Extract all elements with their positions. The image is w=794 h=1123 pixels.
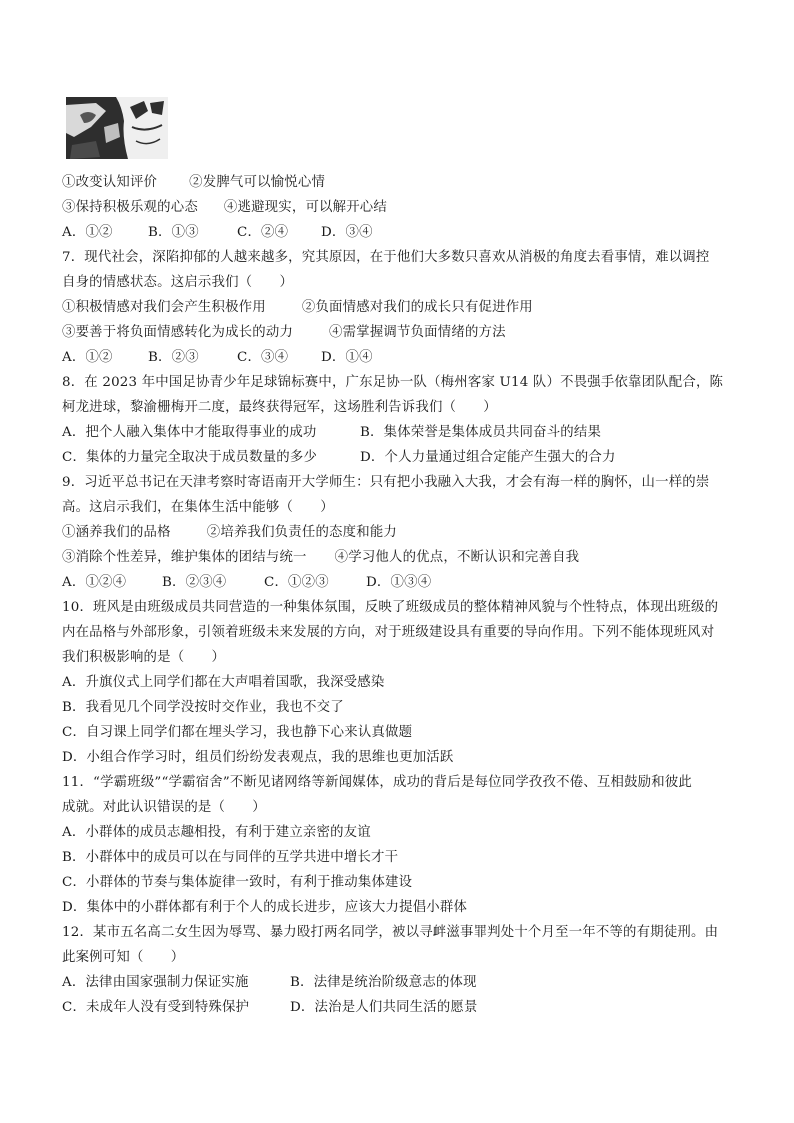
q6-option-1: ①改变认知评价 [62, 175, 158, 190]
q7-options-line-1 [62, 299, 533, 317]
q10-choice-d: D．小组合作学习时，组员们纷纷发表观点，我的思维也更加活跃 [62, 750, 454, 765]
q7-choice-b: B．②③ [148, 350, 199, 365]
q12-stem-line-2: 此案例可知（ ） [62, 950, 185, 965]
q12-choice-c: C．未成年人没有受到特殊保护 [62, 1000, 250, 1015]
q10-stem-line-1: 10．班风是由班级成员共同营造的一种集体氛围，反映了班级成员的整体精神风貌与个性特点，体现出班级的 [62, 600, 719, 615]
q10-choice-b: B．我看见几个同学没按时交作业，我也不交了 [62, 700, 344, 715]
q11-choice-a: A．小群体的成员志趣相投，有利于建立亲密的友谊 [62, 825, 371, 840]
q10-stem-line-2: 内在品格与外部形象，引领着班级未来发展的方向，对于班级建设具有重要的导向作用。下列不能体现班风对 [62, 625, 715, 640]
q9-option-4: ④学习他人的优点，不断认识和完善自我 [334, 550, 580, 565]
cartoon-illustration [66, 97, 168, 159]
q10-stem-line-3: 我们积极影响的是（ ） [62, 650, 226, 665]
q11-choice-d: D．集体中的小群体都有利于个人的成长进步，应该大力提倡小群体 [62, 900, 468, 915]
q10-choice-c: C．自习课上同学们都在埋头学习，我也静下心来认真做题 [62, 725, 413, 740]
q6-choice-c: C．②④ [237, 225, 289, 240]
q11-choice-b: B．小群体中的成员可以在与同伴的互学共进中增长才干 [62, 850, 399, 865]
q7-choice-a: A．①② [62, 350, 113, 365]
q7-option-3: ③要善于将负面情感转化为成长的动力 [62, 325, 294, 340]
q9-stem-line-1: 9．习近平总书记在天津考察时寄语南开大学师生：只有把小我融入大我，才会有海一样的胸怀，山一样的崇 [62, 475, 710, 490]
q6-options-line-2 [62, 199, 387, 217]
q7-option-4: ④需掌握调节负面情绪的方法 [329, 325, 506, 340]
q6-choice-d: D．③④ [321, 225, 373, 240]
q7-option-2: ②负面情感对我们的成长只有促进作用 [301, 300, 533, 315]
q9-choice-b: B．②③④ [162, 575, 227, 590]
q9-options-line-1 [62, 524, 397, 542]
q9-option-1: ①涵养我们的品格 [62, 525, 171, 540]
q8-choice-c: C．集体的力量完全取决于成员数量的多少 [62, 450, 318, 465]
q12-choice-b: B．法律是统治阶级意志的体现 [290, 975, 477, 990]
q11-stem-line-2: 成就。对此认识错误的是（ ） [62, 800, 266, 815]
q6-choice-a: A．①② [62, 225, 113, 240]
q9-choice-d: D．①③④ [366, 575, 432, 590]
q8-choice-b: B．集体荣誉是集体成员共同奋斗的结果 [360, 425, 602, 440]
q8-choice-d: D．个人力量通过组合定能产生强大的合力 [360, 450, 616, 465]
q12-stem-line-1: 12．某市五名高二女生因为辱骂、暴力殴打两名同学，被以寻衅滋事罪判处十个月至一年不等的有期徒刑。由 [62, 925, 719, 940]
q7-options-line-2 [62, 324, 506, 342]
q6-option-4: ④逃避现实，可以解开心结 [223, 200, 387, 215]
q9-choice-a: A．①②④ [62, 575, 127, 590]
q10-choice-a: A．升旗仪式上同学们都在大声唱着国歌，我深受感染 [62, 675, 385, 690]
q8-stem-line-2: 柯龙进球，黎渝栅梅开二度，最终获得冠军，这场胜利告诉我们（ ） [62, 400, 497, 415]
q9-stem-line-2: 高。这启示我们，在集体生活中能够（ ） [62, 500, 334, 515]
q7-option-1: ①积极情感对我们会产生积极作用 [62, 300, 266, 315]
q9-choice-c: C．①②③ [264, 575, 329, 590]
q6-option-2: ②发脾气可以愉悦心情 [189, 175, 326, 190]
q6-options-line-1 [62, 174, 325, 192]
q7-stem-line-2: 自身的情感状态。这启示我们（ ） [62, 275, 294, 290]
q12-choice-a: A．法律由国家强制力保证实施 [62, 975, 249, 990]
q7-choice-d: D．①④ [321, 350, 373, 365]
q6-choice-b: B．①③ [148, 225, 199, 240]
q8-choice-a: A．把个人融入集体中才能取得事业的成功 [62, 425, 317, 440]
cartoon-drawing [66, 97, 168, 159]
q12-choice-d: D．法治是人们共同生活的愿景 [290, 1000, 478, 1015]
q9-options-line-2 [62, 549, 579, 567]
q9-option-2: ②培养我们负责任的态度和能力 [206, 525, 398, 540]
q7-choice-c: C．③④ [237, 350, 289, 365]
q7-stem-line-1: 7．现代社会，深陷抑郁的人越来越多，究其原因，在于他们大多数只喜欢从消极的角度去看事情，难以调控 [62, 250, 710, 265]
q11-choice-c: C．小群体的节奏与集体旋律一致时，有利于推动集体建设 [62, 875, 413, 890]
q6-option-3: ③保持积极乐观的心态 [62, 200, 198, 215]
q9-option-3: ③消除个性差异，维护集体的团结与统一 [62, 550, 307, 565]
q8-stem-line-1: 8．在 2023 年中国足协青少年足球锦标赛中，广东足协一队（梅州客家 U14 队）不畏强手依靠团队配合，陈 [62, 375, 724, 390]
q11-stem-line-1: 11．“学霸班级”“学霸宿舍”不断见诸网络等新闻媒体，成功的背后是每位同学孜孜不倦、互相鼓励和彼此 [62, 775, 693, 790]
